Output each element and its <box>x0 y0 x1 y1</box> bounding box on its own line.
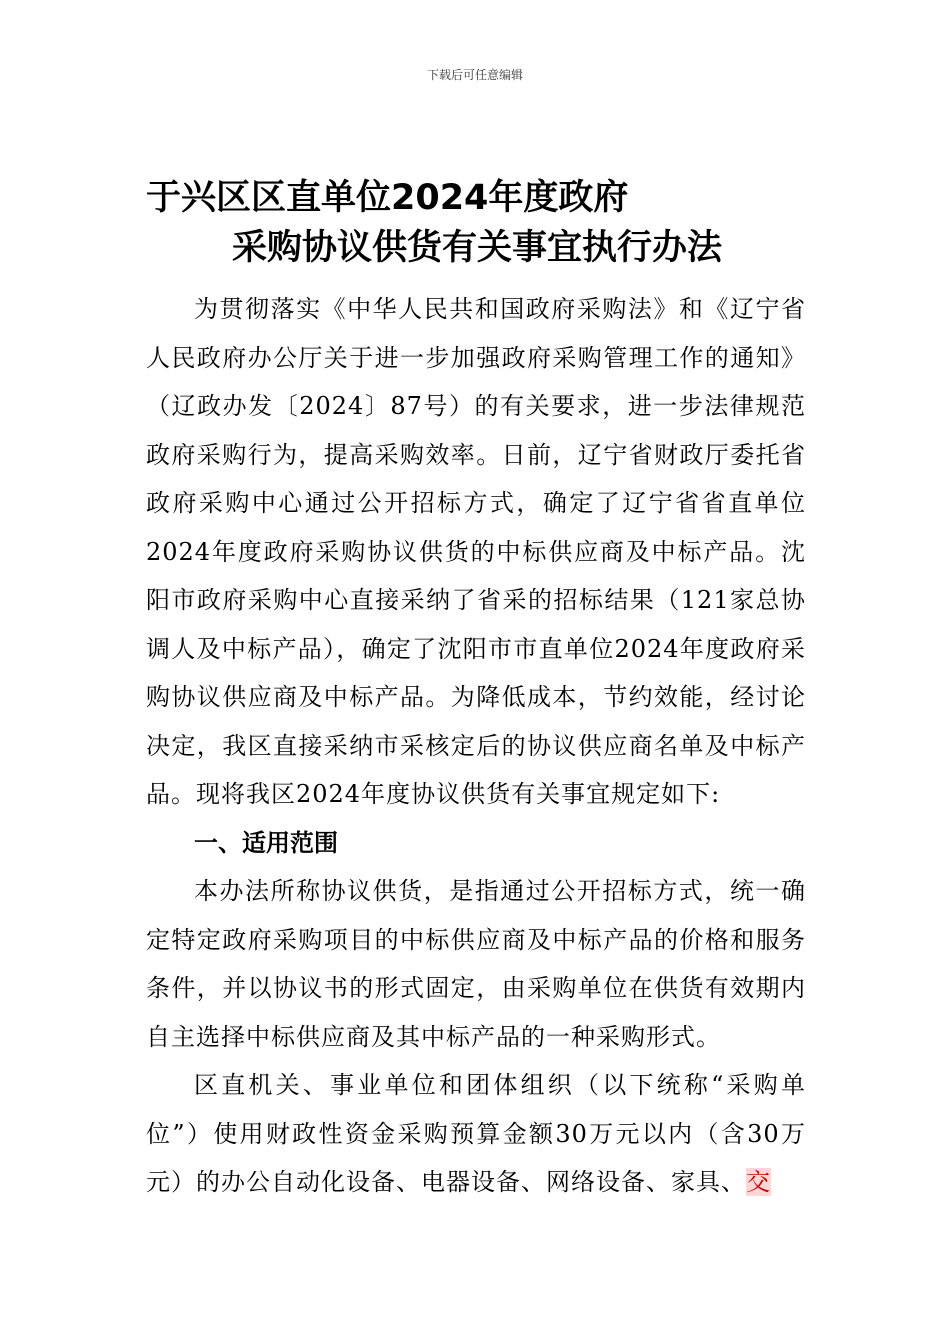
highlighted-character: 交 <box>746 1168 771 1196</box>
header-note: 下载后可任意编辑 <box>426 68 523 82</box>
document-title-line-2: 采购协议供货有关事宜执行办法 <box>232 228 723 268</box>
document-title-line-1: 于兴区区直单位2024年度政府 <box>146 178 629 218</box>
applicability-paragraph <box>146 1061 806 1207</box>
section-heading-scope: 一、适用范围 <box>194 828 338 857</box>
document-body <box>146 285 806 1207</box>
definition-paragraph: 本办法所称协议供货，是指通过公开招标方式，统一确定特定政府采购项目的中标供应商及中标产品的价格和服务条件，并以协议书的形式固定，由采购单位在供货有效期内自主选择中标供应商及其中标产品的一种采购形式。 <box>146 877 806 1051</box>
intro-paragraph: 为贯彻落实《中华人民共和国政府采购法》和《辽宁省人民政府办公厅关于进一步加强政府采购管理工作的通知》（辽政办发〔2024〕87号）的有关要求，进一步法律规范政府采购行为，提高采购效率。日前，辽宁省财政厅委托省政府采购中心通过公开招标方式，确定了辽宁省省直单位2024年度政府采购协议供货的中标供应商及中标产品。沈阳市政府采购中心直接采纳了省采的招标结果（121家总协调人及中标产品），确定了沈阳市市直单位2024年度政府采购协议供应商及中标产品。为降低成本，节约效能，经讨论决定，我区直接采纳市采核定后的协议供应商名单及中标产品。现将我区2024年度协议供货有关事宜规定如下: <box>146 295 806 808</box>
applicability-text: 区直机关、事业单位和团体组织（以下统称“采购单位”）使用财政性资金采购预算金额30万元以内（含30万元）的办公自动化设备、电器设备、网络设备、家具、 <box>146 1071 806 1196</box>
